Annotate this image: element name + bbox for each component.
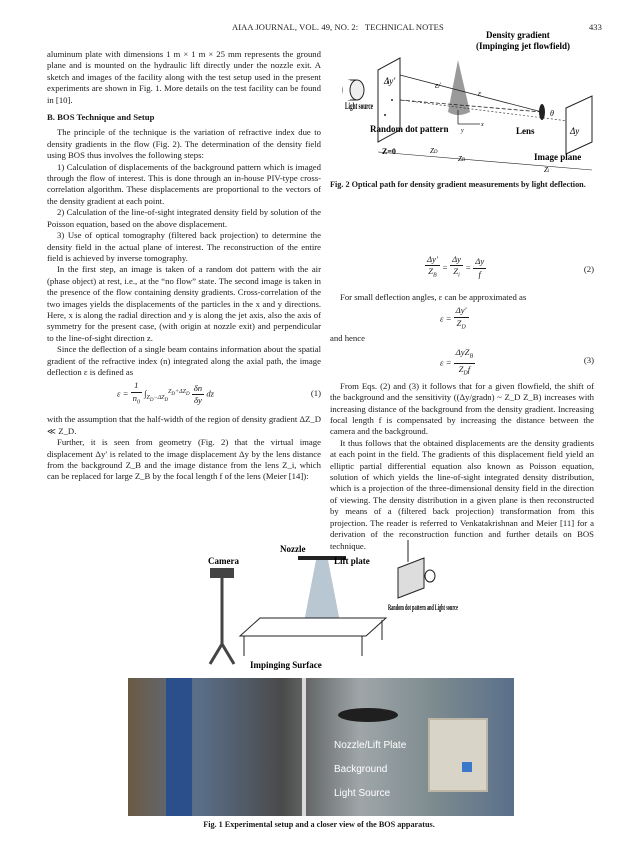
- svg-text:Zi: Zi: [544, 166, 550, 174]
- photo-label-light-source: Light Source: [334, 788, 391, 799]
- figure-1-caption: Fig. 1 Experimental setup and a closer view of the BOS apparatus.: [203, 820, 435, 829]
- density-gradient-cone: [448, 60, 470, 115]
- equation-1: ε = $\frac{1}{n_0}$ $\int_{Z_D-\Delta Z_D}^{Z_D+\Delta Z_D}$ $\frac{\delta n}{\delta y}$ dz (1): [117, 380, 321, 406]
- svg-text:y: y: [461, 128, 464, 134]
- paragraph: From Eqs. (2) and (3) it follows that for a given flowfield, the shift of the background and the sensitivity ((Δy/gradn) ~ Z_D Z_B) increases with increasing distance of the background from the density gradient. Increasing focal length f is compensated by increasing the distance between the camera and the background.: [330, 380, 594, 437]
- fig1-lift-plate-label: Lift plate: [334, 556, 370, 566]
- paragraph: In the first step, an image is taken of a random dot pattern with the air (phase object) at rest, i.e., at the “no flow” state. The second image is taken in the presence of the flow containing density gradients. Cross-correlation of the two images yields the displacements of the particles in the x and y directions. Here, x is along the radial direction and y is along the jet axis, also the axis of symmetry for the present case, (with origin at nozzle exit) and perpendicular to the line-of-sight direction z.: [47, 264, 321, 343]
- svg-text:ZD: ZD: [430, 147, 438, 155]
- equation-number: (3): [583, 354, 594, 365]
- section-name: TECHNICAL NOTES: [364, 22, 444, 32]
- fig2-light-source-label: Light source: [345, 101, 373, 111]
- svg-text:ε: ε: [478, 89, 482, 98]
- svg-text:Δy′: Δy′: [384, 76, 396, 86]
- fig2-random-dot-label: Random dot pattern: [370, 124, 449, 134]
- paragraph: It thus follows that the obtained displacements are the density gradients at each point in the field. The gradients of this displacement field yield an elliptic partial differential equation also known as Poisson equation, solution of which yields the line-of-sight integrated density distribution, which is a projection of the three-dimensional density field in the direction of viewing. The density distribution in a given plane is then reconstructed by means of a (filtered back projection) transformation from this projection. The reader is referred to Venkatakrishnan and Meier [11] for a derivation of the reconstruction function and further details on BOS technique.: [330, 437, 594, 551]
- photo-label-nozzle: Nozzle/Lift Plate: [334, 740, 407, 751]
- fig1-nozzle-label: Nozzle: [280, 544, 306, 554]
- fig2-subtitle-label: (Impinging jet flowfield): [476, 41, 570, 51]
- figure-2-diagram: [330, 30, 600, 180]
- left-column: [47, 49, 321, 483]
- intro-paragraph: aluminum plate with dimensions 1 m × 1 m × 25 mm represents the ground plane and is mounted on the hydraulic lift directly under the nozzle exit. A sketch and images of the facility along with the test setup used in the present experiments are shown in Fig. 1. More details on the test facility can be found in [10].: [47, 49, 321, 105]
- paragraph: and hence: [330, 333, 365, 344]
- svg-text:θ: θ: [550, 109, 554, 118]
- fig2-title-label: Density gradient: [486, 30, 550, 40]
- paragraph: For small deflection angles, ε can be approximated as: [340, 292, 527, 302]
- equation-number: (1): [310, 388, 321, 399]
- figure-1-sketch: [190, 540, 460, 672]
- lift-plate-shape: [240, 618, 386, 636]
- lens-shape: [539, 104, 545, 120]
- fig2-image-plane-label: Image plane: [534, 152, 582, 162]
- svg-text:x: x: [481, 122, 484, 128]
- fig1-random-dot-label: Random dot pattern and Light source: [388, 603, 459, 612]
- equation-3: ε = $\frac{\Delta yZ_B}{Z_Df}$ (3): [440, 346, 594, 377]
- paragraph: with the assumption that the half-width of the region of density gradient ΔZ_D ≪ Z_D.: [47, 414, 321, 436]
- jet-cone: [304, 560, 340, 625]
- camera-shape: [210, 568, 234, 578]
- paragraph: The principle of the technique is the variation of refractive index due to density gradients in the flow (Fig. 2). The determination of the density field using BOS thus involves the following steps:: [47, 127, 321, 161]
- journal-name: AIAA JOURNAL, VOL. 49, NO. 2:: [232, 22, 359, 32]
- equation-2: $\frac{\Delta y'}{Z_B}$ = $\frac{\Delta y}{Z_i}$ = $\frac{\Delta y}{f}$ (2): [427, 254, 594, 280]
- page-number: 433: [588, 22, 602, 32]
- photo-label-background: Background: [334, 764, 388, 775]
- svg-text:Δy: Δy: [570, 126, 580, 136]
- svg-text:ε/: ε/: [435, 81, 441, 90]
- image-plane: [566, 96, 592, 154]
- paragraph: 2) Calculation of the line-of-sight integrated density field by solution of the Poisson equation, based on the above displacement.: [47, 207, 321, 229]
- random-dot-box: [398, 558, 424, 598]
- section-heading: B. BOS Technique and Setup: [47, 112, 155, 123]
- fig1-impinging-surface-label: Impinging Surface: [250, 660, 322, 670]
- equation-small-angle: ε = $\frac{\Delta y'}{Z_D}$: [440, 305, 467, 331]
- figure-1-photo: [128, 678, 514, 816]
- figure-2-caption: Fig. 2 Optical path for density gradient measurements by light deflection.: [330, 180, 586, 189]
- fig1-camera-label: Camera: [208, 556, 239, 566]
- svg-text:ZB: ZB: [458, 155, 465, 163]
- fig2-lens-label: Lens: [516, 126, 535, 136]
- equation-number: (2): [583, 264, 594, 274]
- paragraph: Further, it is seen from geometry (Fig. 2) that the virtual image displacement Δy′ is related to the image displacement Δy by the lens distance from the background Z_B and the image distance from the lens Z_i, which can be replaced for large Z_B by the focal length f of the lens (Meier [14]):: [47, 437, 321, 482]
- paragraph: 3) Use of optical tomography (filtered back projection) to determine the density field in the actual plane of interest. The reconstruction of the entire field is achieved by inverse tomography.: [47, 230, 321, 263]
- paragraph: Since the deflection of a single beam contains information about the spatial gradient of the refractive index (n) integrated along the axial path, the image deflection ε is defined as: [47, 344, 321, 377]
- fig2-z0-label: Z=0: [382, 147, 396, 156]
- right-column: [330, 254, 594, 552]
- paragraph: 1) Calculation of displacements of the background pattern which is imaged through the flow of interest. This is done through an in-house PIV-type cross-correlation algorithm. These displacements are proportional to the vectors of the density gradient at each point.: [47, 161, 321, 206]
